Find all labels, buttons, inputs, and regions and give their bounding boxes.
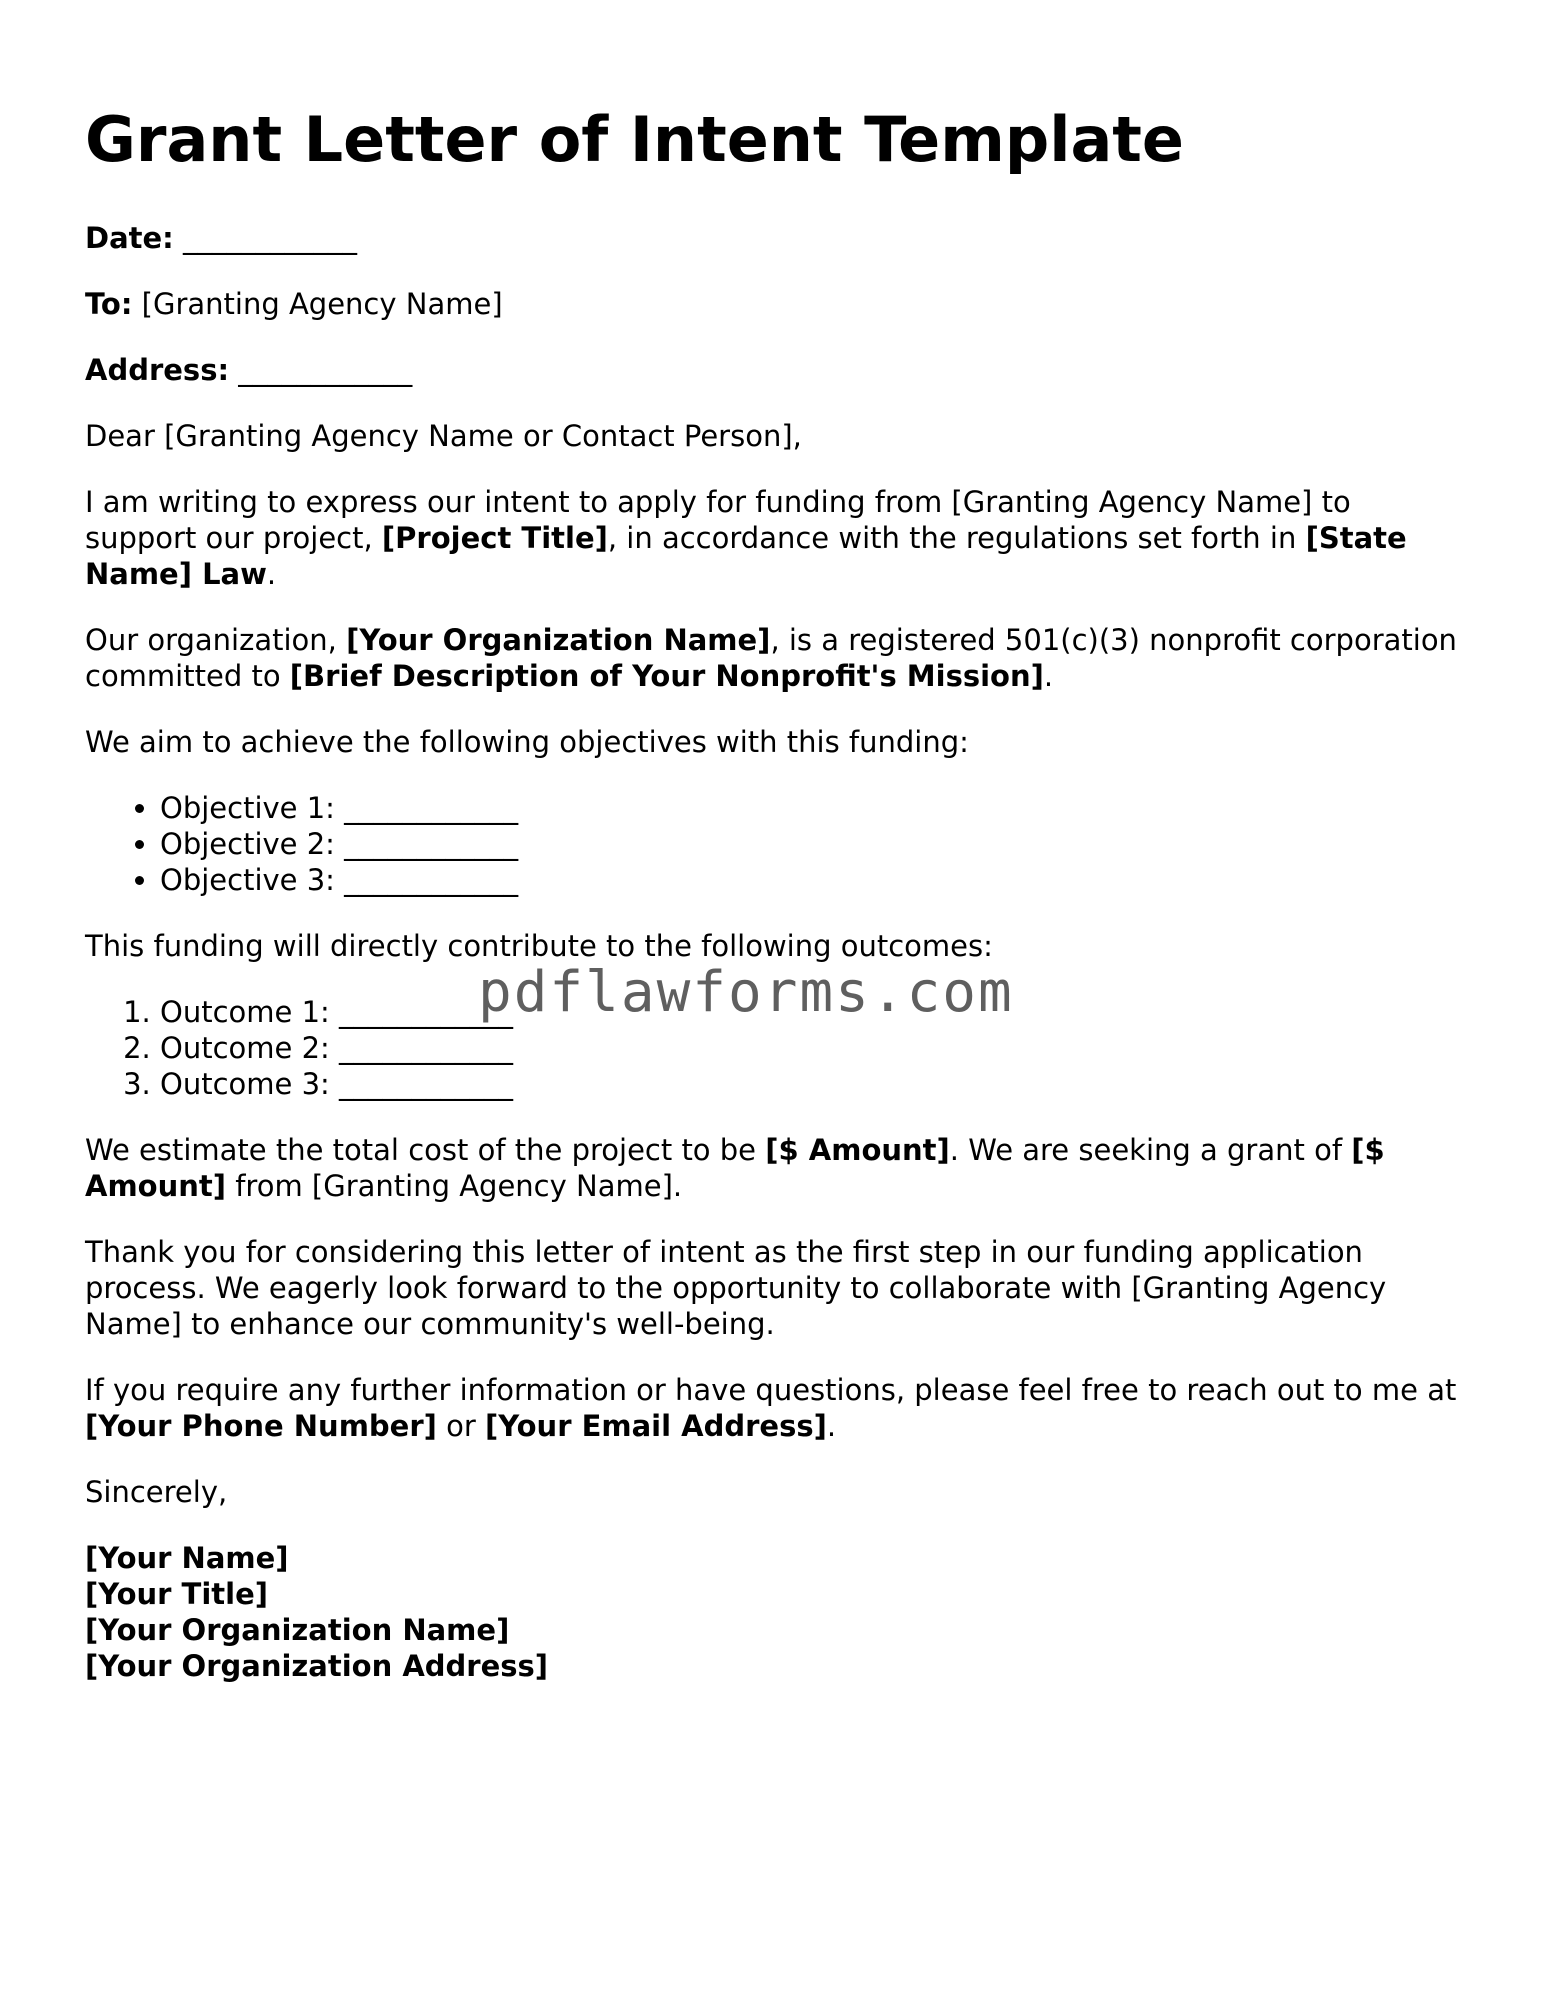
org-text-1: Our organization, xyxy=(85,623,347,657)
signature-block xyxy=(85,1540,1465,1684)
letter-page xyxy=(85,100,1465,1714)
signature-title: [Your Title] xyxy=(85,1577,269,1611)
date-line xyxy=(85,220,1465,256)
signature-name: [Your Name] xyxy=(85,1541,289,1575)
to-value: [Granting Agency Name] xyxy=(141,287,503,321)
org-text-3: . xyxy=(1043,659,1054,693)
contact-text-1: If you require any further information or have questions, please feel free to reach out to me at xyxy=(85,1373,1457,1407)
watermark: pdflawforms.com xyxy=(478,960,1014,1025)
outcomes-list xyxy=(85,994,1465,1102)
date-label: Date: xyxy=(85,221,174,255)
objectives-list xyxy=(85,790,1465,898)
list-item: 1. Outcome 1: ____________ xyxy=(160,994,1465,1030)
project-title-placeholder: [Project Title] xyxy=(381,521,608,555)
contact-text-3: . xyxy=(826,1409,837,1443)
mission-placeholder: [Brief Description of Your Nonprofit's Mission] xyxy=(289,659,1044,693)
to-label: To: xyxy=(85,287,133,321)
page-title: Grant Letter of Intent Template xyxy=(85,103,1184,176)
state-law-placeholder: [State Name] Law xyxy=(85,521,1407,591)
org-text-2: , is a registered 501(c)(3) nonprofit corporation committed to xyxy=(85,623,1457,693)
phone-placeholder: [Your Phone Number] xyxy=(85,1409,437,1443)
intro-text-1: I am writing to express our intent to apply for funding from [Granting Agency Name] to support our project, xyxy=(85,485,1351,555)
grant-amount-placeholder: [$ Amount] xyxy=(85,1133,1385,1203)
cost-text-3: from [Granting Agency Name]. xyxy=(226,1169,683,1203)
address-label: Address: xyxy=(85,353,230,387)
contact-text-2: or xyxy=(436,1409,486,1443)
org-name-placeholder: [Your Organization Name] xyxy=(346,623,771,657)
list-item: • Objective 3: ____________ xyxy=(160,862,1465,898)
organization-paragraph xyxy=(85,622,1465,694)
salutation: Dear [Granting Agency Name or Contact Person], xyxy=(85,419,802,453)
objectives-intro: We aim to achieve the following objectives with this funding: xyxy=(85,725,969,759)
date-blank: ____________ xyxy=(183,221,357,255)
list-item: 3. Outcome 3: ____________ xyxy=(160,1066,1465,1102)
closing: Sincerely, xyxy=(85,1475,228,1509)
intro-text-2: , in accordance with the regulations set forth in xyxy=(607,521,1306,555)
list-item: 2. Outcome 2: ____________ xyxy=(160,1030,1465,1066)
list-item: • Objective 1: ____________ xyxy=(160,790,1465,826)
contact-paragraph xyxy=(85,1372,1465,1444)
signature-org-address: [Your Organization Address] xyxy=(85,1649,549,1683)
intro-paragraph xyxy=(85,484,1465,592)
cost-text-2: . We are seeking a grant of xyxy=(949,1133,1352,1167)
to-line xyxy=(85,286,1465,322)
address-line xyxy=(85,352,1465,388)
thanks-paragraph: Thank you for considering this letter of intent as the first step in our funding application process. We eagerly look forward to the opportunity to collaborate with [Granting Agency Name] to enhance our community's well-being. xyxy=(85,1235,1387,1341)
list-item: • Objective 2: ____________ xyxy=(160,826,1465,862)
cost-text-1: We estimate the total cost of the project to be xyxy=(85,1133,766,1167)
address-blank: ____________ xyxy=(238,353,413,387)
total-amount-placeholder: [$ Amount] xyxy=(765,1133,950,1167)
intro-text-3: . xyxy=(266,557,277,591)
email-placeholder: [Your Email Address] xyxy=(485,1409,827,1443)
signature-org-name: [Your Organization Name] xyxy=(85,1613,510,1647)
cost-paragraph xyxy=(85,1132,1465,1204)
outcomes-intro: This funding will directly contribute to the following outcomes: xyxy=(85,929,993,963)
